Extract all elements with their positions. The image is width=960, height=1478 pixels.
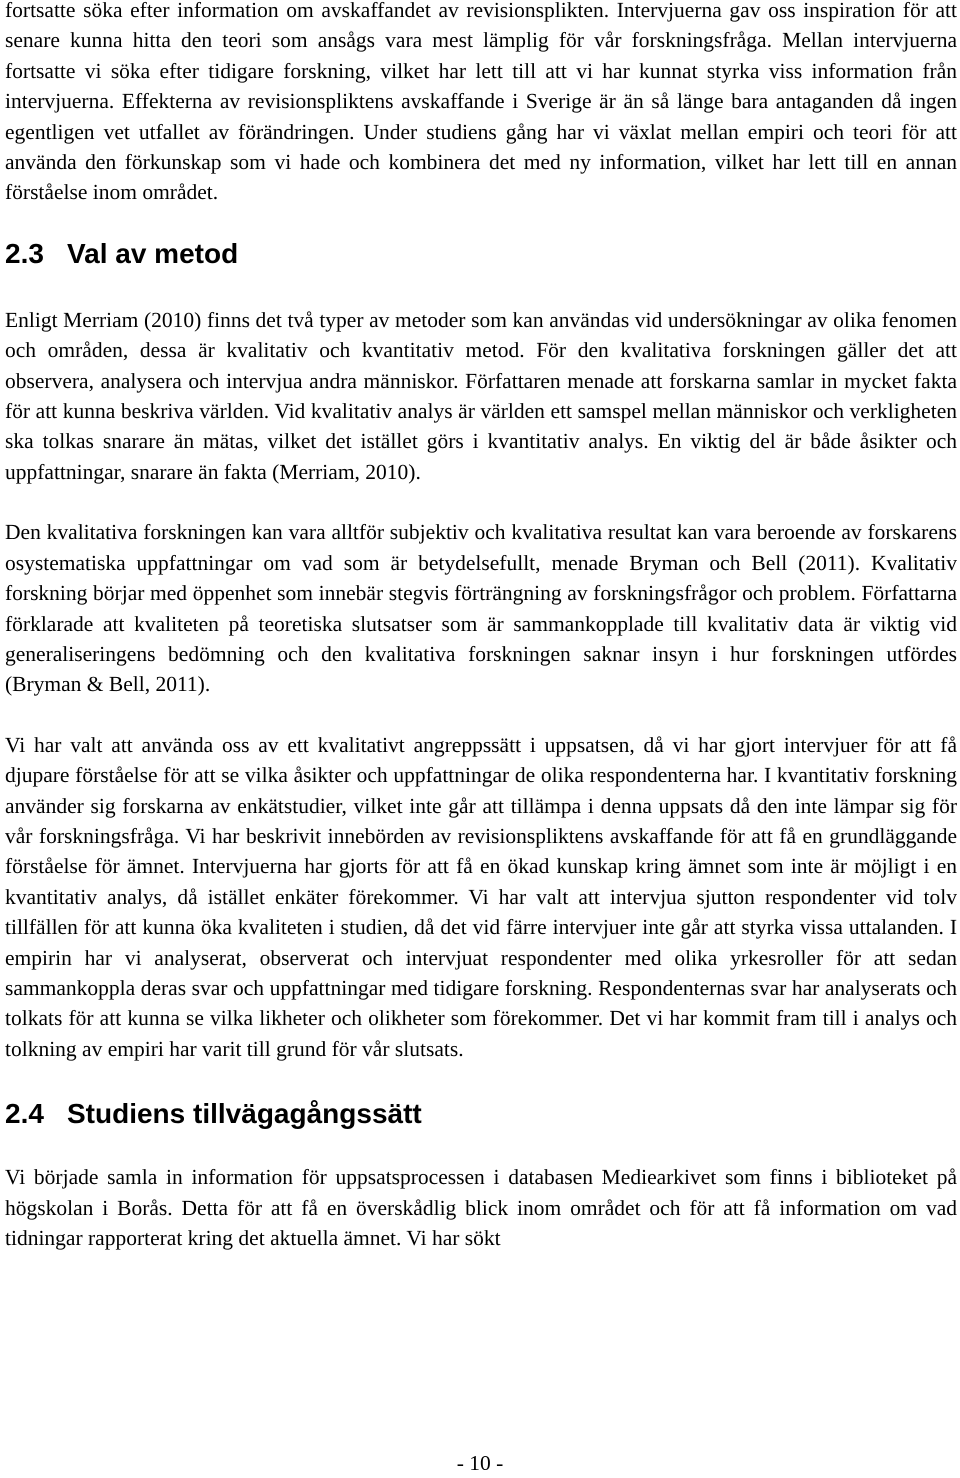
section-title: Val av metod bbox=[67, 237, 239, 269]
section-heading-2-4 bbox=[5, 1097, 957, 1131]
paragraph-procedure-1: Vi började samla in information för uppsatsprocessen i databasen Mediearkivet som finns i biblioteket på högskolan i Borås. Detta för att få en överskådlig blick inom området och för att få information om vad tidningar rapporterat kring det aktuella ämnet. Vi har sökt bbox=[5, 1165, 957, 1250]
section-number: 2.4 bbox=[5, 1098, 44, 1130]
section-number: 2.3 bbox=[5, 237, 44, 269]
paragraph-method-1: Enligt Merriam (2010) finns det två typer av metoder som kan användas vid undersökningar av olika fenomen och områden, dessa är kvalitativ och kvantitativ metod. För den kvalitativa forskningen gäller det att observera, analysera och intervjua andra människor. Författaren menade att forskarna samlar in mycket fakta för att kunna beskriva världen. Vid kvalitativ analys är världen ett samspel mellan människor och verkligheten ska tolkas snarare än mätas, vilket det istället görs i kvantitativ analys. En viktig del är både åsikter och uppfattningar, snarare än fakta (Merriam, 2010). bbox=[5, 307, 957, 484]
intro-paragraph: fortsatte söka efter information om avskaffandet av revisionsplikten. Intervjuerna gav oss inspiration för att senare kunna hitta den teori som ansågs vara mest lämplig för vår forskningsfråga. Mellan intervjuerna fortsatte vi söka efter tidigare forskning, vilket har lett till att vi har kunnat styrka viss information från intervjuerna. Effekterna av revisionspliktens avskaffande i Sverige är än så länge bara antaganden då ingen egentligen vet utfallet av förändringen. Under studiens gång har vi växlat mellan empiri och teori för att använda den förkunskap som vi hade och kombinera det med ny information, vilket har lett till en annan förståelse inom området. bbox=[5, 0, 957, 205]
document-page bbox=[5, 0, 957, 1253]
section-title: Studiens tillvägagångssätt bbox=[67, 1098, 422, 1130]
page-number: - 10 - bbox=[456, 1451, 504, 1475]
section-heading-2-3 bbox=[5, 237, 957, 271]
paragraph-method-3: Vi har valt att använda oss av ett kvalitativt angreppssätt i uppsatsen, då vi har gjort intervjuer för att få djupare förståelse för att se vilka åsikter och uppfattningar de olika respondenterna har. I kvantitativ forskning använder sig forskarna av enkätstudier, vilket inte går att tillämpa i denna uppsats då den inte lämpar sig för vår forskningsfråga. Vi har beskrivit innebörden av revisionspliktens avskaffande för att få en grundläggande förståelse för ämnet. Intervjuerna har gjorts för att få en ökad kunskap kring ämnet som inte är möjligt i en kvantitativ analys, då istället enkäter förekommer. Vi har valt att intervjua sjutton respondenter vid tolv tillfällen för att kunna öka kvaliteten i studien, då det vid färre intervjuer inte går att styrka vissa uttalanden. I empirin har vi analyserat, observerat och intervjuat respondenter med olika yrkesroller för att sedan sammankoppla deras svar och uppfattningar med tidigare forskning. Respondenternas svar har analyserats och tolkats för att kunna se vilka likheter och olikheter som förekommer. Det vi har kommit fram till i analys och tolkning av empiri har varit till grund för vår slutsats. bbox=[5, 732, 957, 1061]
paragraph-method-2: Den kvalitativa forskningen kan vara alltför subjektiv och kvalitativa resultat kan vara beroende av forskarens osystematiska uppfattningar om vad som är betydelsefullt, menade Bryman och Bell (2011). Kvalitativ forskning börjar med öppenhet som innebär stegvis förträngning av forskningsfrågor och problem. Författarna förklarade att kvaliteten på teoretiska slutsatser som är sammankopplade till kvalitativ data är viktig vid generaliseringens bedömning och den kvalitativa forskningen saknar insyn i hur forskningen utfördes (Bryman & Bell, 2011). bbox=[5, 520, 957, 697]
